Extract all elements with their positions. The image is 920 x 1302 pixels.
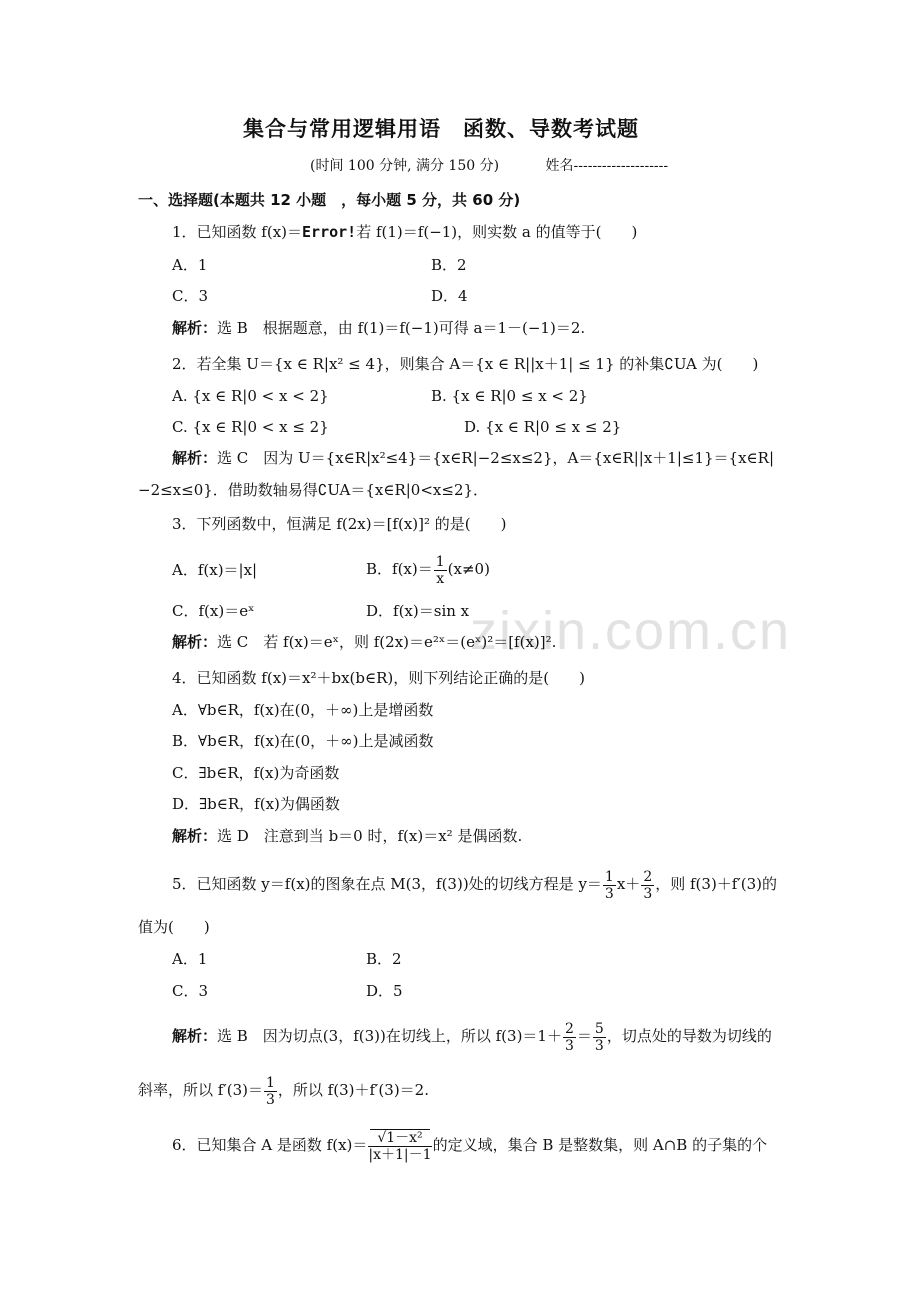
fraction-denominator: 3 [594,1037,604,1054]
q5-answer-a: 选 B 因为切点(3，f(3))在切线上，所以 f(3)＝1＋ [217,1027,562,1045]
q6-fraction [368,1129,431,1163]
q6-stem-b: 的定义域，集合 B 是整数集，则 A∩B 的子集的个 [432,1136,768,1154]
watermark: zixin.com.cn [470,601,792,661]
q3-answer [172,632,556,652]
q5-answer-e: ，所以 f(3)＋f′(3)＝2. [277,1081,429,1099]
question-1 [172,222,637,242]
q5-answer-c: ，切点处的导数为切线的 [606,1027,772,1045]
q1-answer [172,318,585,338]
q2-answer-label: 解析： [172,449,218,467]
q2-option-d: D. {x ∈ R|0 ≤ x ≤ 2} [464,418,622,436]
q3-option-a: A．f(x)＝|x| [172,561,258,579]
page-title: 集合与常用逻辑用语 函数、导数考试题 [243,117,639,141]
q5-answer-label: 解析： [172,1027,218,1045]
q3-answer-text: 选 C 若 f(x)＝eˣ，则 f(2x)＝e²ˣ＝(eˣ)²＝[f(x)]². [217,633,557,651]
q5-stem-a: 5．已知函数 y＝f(x)的图象在点 M(3，f(3))处的切线方程是 y＝ [172,875,602,893]
q4-option-d: D．∃b∈R，f(x)为偶函数 [172,795,340,813]
q5-stem-b: x＋ [616,875,641,893]
q1-error-field: Error! [302,223,357,241]
q5-answer-fraction-1 [563,1021,576,1054]
fraction-denominator: |x＋1|－1 [368,1147,432,1163]
q2-answer-text-1: 选 C 因为 U＝{x∈R|x²≤4}＝{x∈R|−2≤x≤2}，A＝{x∈R||x＋1|≤1}＝{x∈R| [217,449,775,467]
q2-answer [172,448,774,468]
question-5 [172,862,777,906]
q5-option-a: A．1 [172,950,208,968]
q5-fraction-2 [641,869,654,902]
question-2: 2．若全集 U＝{x ∈ R|x² ≤ 4}，则集合 A＝{x ∈ R||x＋1| ≤ 1} 的补集∁UA 为( ) [172,355,759,373]
q3-option-b-fraction [434,554,447,587]
q4-option-a: A．∀b∈R，f(x)在(0，＋∞)上是增函数 [172,701,434,719]
q4-option-b: B．∀b∈R，f(x)在(0，＋∞)上是减函数 [172,732,434,750]
fraction-denominator: 3 [564,1037,574,1054]
fraction-numerator: 2 [643,868,653,885]
q3-answer-label: 解析： [172,633,218,651]
fraction-numerator: 2 [564,1020,574,1037]
fraction-numerator: 5 [594,1020,604,1037]
q5-option-b: B．2 [366,950,402,968]
q5-answer-cont [138,1068,429,1112]
q5-fraction-1 [603,869,616,902]
fraction-numerator: 1 [604,868,614,885]
q2-answer-cont: −2≤x≤0}．借助数轴易得∁UA＝{x∈R|0<x≤2}． [138,481,489,499]
q3-option-b-post: (x≠0) [447,560,490,578]
q3-option-b-pre: B．f(x)＝ [366,560,433,578]
q1-stem-b: 若 f(1)＝f(−1)，则实数 a 的值等于( ) [356,223,638,241]
section-heading [138,190,520,210]
section-text: 一、选择题(本题共 12 小题 ，每小题 5 分，共 60 分) [138,191,521,209]
q4-option-c: C．∃b∈R，f(x)为奇函数 [172,764,340,782]
q5-answer [172,1014,772,1058]
question-3: 3．下列函数中，恒满足 f(2x)＝[f(x)]² 的是( ) [172,515,507,533]
q5-stem-cont: 值为( ) [138,918,210,936]
q6-stem-a: 6．已知集合 A 是函数 f(x)＝ [172,1136,368,1154]
q1-option-a: A．1 [172,256,208,274]
q1-stem-a: 1．已知函数 f(x)＝ [172,223,303,241]
fraction-numerator: 1 [435,553,445,570]
fraction-numerator: 1 [265,1074,275,1091]
q5-answer-fraction-3 [264,1075,277,1108]
q3-option-c: C．f(x)＝eˣ [172,602,255,620]
q1-option-b: B．2 [431,256,467,274]
q3-option-d: D．f(x)＝sin x [366,602,470,620]
exam-info: (时间 100 分钟, 满分 150 分) 姓名-------------------- [310,158,669,174]
q5-answer-b: ＝ [576,1027,592,1045]
q4-answer [172,826,522,846]
q2-option-a: A. {x ∈ R|0 < x < 2} [172,387,329,405]
q1-answer-text: 选 B 根据题意，由 f(1)＝f(−1)可得 a＝1－(−1)＝2. [217,319,586,337]
q4-answer-label: 解析： [172,827,218,845]
q5-answer-fraction-2 [593,1021,606,1054]
q1-answer-label: 解析： [172,319,218,337]
q4-answer-text: 选 D 注意到当 b＝0 时，f(x)＝x² 是偶函数. [217,827,523,845]
fraction-denominator: 3 [643,885,653,902]
sqrt-expression: √1－x² [370,1129,429,1146]
q1-option-d: D．4 [431,287,468,305]
fraction-denominator: 3 [265,1091,275,1108]
q1-option-c: C．3 [172,287,209,305]
question-6 [172,1122,767,1168]
q5-option-c: C．3 [172,982,209,1000]
fraction-numerator [368,1129,431,1147]
q5-stem-c: ，则 f(3)＋f′(3)的 [655,875,778,893]
q2-option-b: B. {x ∈ R|0 ≤ x < 2} [431,387,588,405]
q2-option-c: C. {x ∈ R|0 < x ≤ 2} [172,418,329,436]
q5-answer-d: 斜率，所以 f′(3)＝ [138,1081,263,1099]
fraction-denominator: x [436,570,445,587]
q3-option-b [366,548,490,590]
q5-option-d: D．5 [366,982,403,1000]
question-4: 4．已知函数 f(x)＝x²＋bx(b∈R)，则下列结论正确的是( ) [172,669,585,687]
fraction-denominator: 3 [604,885,614,902]
